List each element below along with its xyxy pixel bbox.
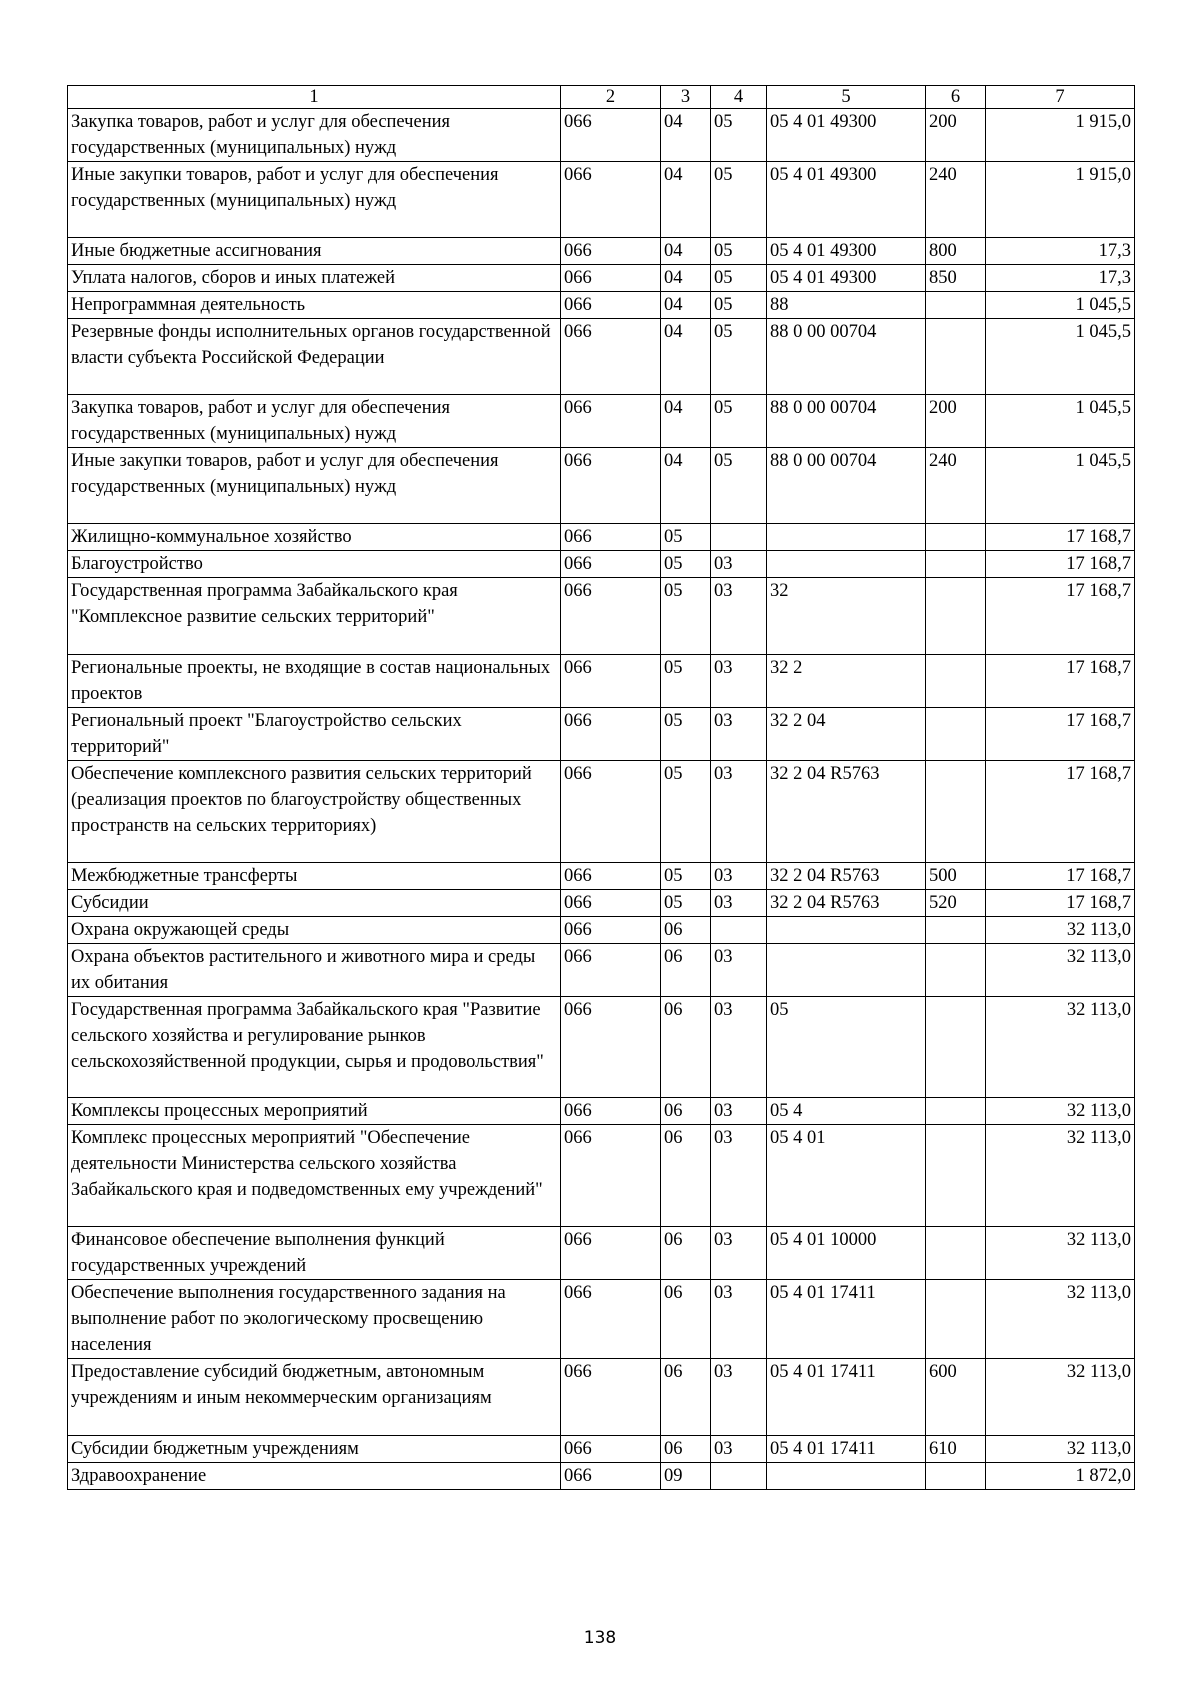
row-code-2: 066 bbox=[561, 551, 661, 578]
row-code-6 bbox=[926, 917, 986, 944]
table-row bbox=[68, 578, 1135, 655]
table-row bbox=[68, 109, 1135, 162]
row-name: Закупка товаров, работ и услуг для обеспечения государственных (муниципальных) нужд bbox=[68, 395, 561, 448]
row-amount: 32 113,0 bbox=[986, 1436, 1135, 1463]
table-row bbox=[68, 655, 1135, 708]
row-name: Межбюджетные трансферты bbox=[68, 863, 561, 890]
row-name: Комплекс процессных мероприятий "Обеспечение деятельности Министерства сельского хозяйства Забайкальского края и подведомственных ему учреждений" bbox=[68, 1125, 561, 1227]
row-amount: 32 113,0 bbox=[986, 997, 1135, 1098]
row-code-3: 05 bbox=[661, 551, 711, 578]
row-code-6 bbox=[926, 1227, 986, 1280]
row-code-5: 05 4 01 17411 bbox=[767, 1359, 926, 1436]
row-amount: 32 113,0 bbox=[986, 1098, 1135, 1125]
row-code-3: 05 bbox=[661, 708, 711, 761]
row-name: Непрограммная деятельность bbox=[68, 292, 561, 319]
row-code-6: 240 bbox=[926, 162, 986, 238]
row-code-4: 03 bbox=[711, 997, 767, 1098]
row-code-5: 05 4 01 bbox=[767, 1125, 926, 1227]
row-code-2: 066 bbox=[561, 265, 661, 292]
row-code-6 bbox=[926, 1098, 986, 1125]
row-code-2: 066 bbox=[561, 1125, 661, 1227]
row-code-6 bbox=[926, 578, 986, 655]
row-code-3: 04 bbox=[661, 109, 711, 162]
row-name: Обеспечение выполнения государственного задания на выполнение работ по экологическому просвещению населения bbox=[68, 1280, 561, 1359]
row-code-5 bbox=[767, 944, 926, 997]
row-code-5: 05 4 01 17411 bbox=[767, 1280, 926, 1359]
row-code-5: 05 4 bbox=[767, 1098, 926, 1125]
table-row bbox=[68, 448, 1135, 524]
row-code-4: 05 bbox=[711, 238, 767, 265]
header-col-7: 7 bbox=[986, 86, 1135, 109]
row-code-3: 05 bbox=[661, 524, 711, 551]
table-row bbox=[68, 708, 1135, 761]
row-code-6 bbox=[926, 292, 986, 319]
row-code-2: 066 bbox=[561, 109, 661, 162]
row-code-6 bbox=[926, 761, 986, 863]
row-code-5: 05 4 01 49300 bbox=[767, 162, 926, 238]
row-code-5 bbox=[767, 917, 926, 944]
table-body bbox=[68, 109, 1135, 1490]
row-code-5: 88 bbox=[767, 292, 926, 319]
table-row bbox=[68, 162, 1135, 238]
table-row bbox=[68, 551, 1135, 578]
table-row bbox=[68, 997, 1135, 1098]
row-code-5: 88 0 00 00704 bbox=[767, 319, 926, 395]
row-code-6 bbox=[926, 655, 986, 708]
row-code-4: 03 bbox=[711, 578, 767, 655]
row-amount: 32 113,0 bbox=[986, 1125, 1135, 1227]
row-code-3: 06 bbox=[661, 1436, 711, 1463]
table-row bbox=[68, 1098, 1135, 1125]
row-name: Субсидии бюджетным учреждениям bbox=[68, 1436, 561, 1463]
row-code-6 bbox=[926, 708, 986, 761]
row-code-4: 03 bbox=[711, 1359, 767, 1436]
row-code-4 bbox=[711, 1463, 767, 1490]
table-row bbox=[68, 1436, 1135, 1463]
row-code-5: 05 4 01 49300 bbox=[767, 265, 926, 292]
row-code-4: 05 bbox=[711, 109, 767, 162]
row-code-2: 066 bbox=[561, 578, 661, 655]
row-code-4: 03 bbox=[711, 655, 767, 708]
row-name: Благоустройство bbox=[68, 551, 561, 578]
row-code-5: 32 2 bbox=[767, 655, 926, 708]
row-code-3: 06 bbox=[661, 944, 711, 997]
table-row bbox=[68, 265, 1135, 292]
row-code-6: 610 bbox=[926, 1436, 986, 1463]
row-code-4: 03 bbox=[711, 944, 767, 997]
row-name: Иные бюджетные ассигнования bbox=[68, 238, 561, 265]
row-name: Комплексы процессных мероприятий bbox=[68, 1098, 561, 1125]
row-code-5: 05 4 01 49300 bbox=[767, 238, 926, 265]
row-name: Иные закупки товаров, работ и услуг для обеспечения государственных (муниципальных) нужд bbox=[68, 448, 561, 524]
row-name: Государственная программа Забайкальского края "Развитие сельского хозяйства и регулирование рынков сельскохозяйственной продукции, сырья и продовольствия" bbox=[68, 997, 561, 1098]
row-name: Иные закупки товаров, работ и услуг для обеспечения государственных (муниципальных) нужд bbox=[68, 162, 561, 238]
row-code-3: 04 bbox=[661, 395, 711, 448]
row-code-6: 200 bbox=[926, 395, 986, 448]
page-number: 138 bbox=[583, 1628, 617, 1648]
table-row bbox=[68, 1359, 1135, 1436]
row-code-5: 88 0 00 00704 bbox=[767, 448, 926, 524]
row-code-4: 03 bbox=[711, 1227, 767, 1280]
row-amount: 1 045,5 bbox=[986, 395, 1135, 448]
table-row bbox=[68, 863, 1135, 890]
row-code-2: 066 bbox=[561, 448, 661, 524]
row-code-4: 03 bbox=[711, 1125, 767, 1227]
row-code-3: 06 bbox=[661, 1280, 711, 1359]
row-code-4: 03 bbox=[711, 761, 767, 863]
table-row bbox=[68, 238, 1135, 265]
row-name: Охрана окружающей среды bbox=[68, 917, 561, 944]
row-code-5 bbox=[767, 1463, 926, 1490]
row-code-6: 800 bbox=[926, 238, 986, 265]
row-code-3: 04 bbox=[661, 292, 711, 319]
row-name: Субсидии bbox=[68, 890, 561, 917]
row-amount: 17,3 bbox=[986, 265, 1135, 292]
row-name: Региональные проекты, не входящие в состав национальных проектов bbox=[68, 655, 561, 708]
row-amount: 17,3 bbox=[986, 238, 1135, 265]
row-code-5 bbox=[767, 551, 926, 578]
row-code-2: 066 bbox=[561, 708, 661, 761]
table-row bbox=[68, 1280, 1135, 1359]
row-code-2: 066 bbox=[561, 1359, 661, 1436]
row-code-4: 03 bbox=[711, 863, 767, 890]
row-amount: 32 113,0 bbox=[986, 944, 1135, 997]
row-amount: 17 168,7 bbox=[986, 551, 1135, 578]
row-code-2: 066 bbox=[561, 1227, 661, 1280]
row-code-5: 32 2 04 R5763 bbox=[767, 761, 926, 863]
row-code-4: 05 bbox=[711, 319, 767, 395]
table-row bbox=[68, 944, 1135, 997]
table-row bbox=[68, 319, 1135, 395]
row-code-2: 066 bbox=[561, 292, 661, 319]
row-code-3: 09 bbox=[661, 1463, 711, 1490]
row-code-4: 03 bbox=[711, 890, 767, 917]
row-code-4 bbox=[711, 524, 767, 551]
row-code-4: 05 bbox=[711, 395, 767, 448]
row-code-6: 500 bbox=[926, 863, 986, 890]
row-code-2: 066 bbox=[561, 395, 661, 448]
row-code-6 bbox=[926, 1280, 986, 1359]
row-code-5: 32 2 04 R5763 bbox=[767, 863, 926, 890]
row-amount: 1 045,5 bbox=[986, 448, 1135, 524]
row-name: Резервные фонды исполнительных органов государственной власти субъекта Российской Федерации bbox=[68, 319, 561, 395]
row-name: Охрана объектов растительного и животного мира и среды их обитания bbox=[68, 944, 561, 997]
table-row bbox=[68, 395, 1135, 448]
row-code-2: 066 bbox=[561, 944, 661, 997]
row-name: Предоставление субсидий бюджетным, автономным учреждениям и иным некоммерческим организациям bbox=[68, 1359, 561, 1436]
row-code-4: 03 bbox=[711, 1436, 767, 1463]
row-amount: 17 168,7 bbox=[986, 761, 1135, 863]
row-code-3: 05 bbox=[661, 890, 711, 917]
row-code-3: 06 bbox=[661, 1227, 711, 1280]
row-code-6 bbox=[926, 1125, 986, 1227]
row-amount: 17 168,7 bbox=[986, 524, 1135, 551]
row-code-3: 05 bbox=[661, 655, 711, 708]
table-row bbox=[68, 890, 1135, 917]
table-row bbox=[68, 1227, 1135, 1280]
row-code-4: 05 bbox=[711, 448, 767, 524]
row-name: Здравоохранение bbox=[68, 1463, 561, 1490]
row-code-4: 05 bbox=[711, 265, 767, 292]
row-code-5 bbox=[767, 524, 926, 551]
row-amount: 17 168,7 bbox=[986, 578, 1135, 655]
row-code-6 bbox=[926, 551, 986, 578]
table-row bbox=[68, 761, 1135, 863]
row-amount: 1 045,5 bbox=[986, 319, 1135, 395]
row-name: Региональный проект "Благоустройство сельских территорий" bbox=[68, 708, 561, 761]
row-code-2: 066 bbox=[561, 917, 661, 944]
row-code-6: 600 bbox=[926, 1359, 986, 1436]
row-code-5: 05 4 01 17411 bbox=[767, 1436, 926, 1463]
row-code-3: 06 bbox=[661, 1098, 711, 1125]
row-name: Обеспечение комплексного развития сельских территорий (реализация проектов по благоустройству общественных пространств на сельских территориях) bbox=[68, 761, 561, 863]
row-code-3: 05 bbox=[661, 863, 711, 890]
row-code-4: 03 bbox=[711, 1280, 767, 1359]
row-amount: 17 168,7 bbox=[986, 890, 1135, 917]
row-amount: 32 113,0 bbox=[986, 917, 1135, 944]
row-amount: 1 872,0 bbox=[986, 1463, 1135, 1490]
row-code-3: 06 bbox=[661, 1125, 711, 1227]
row-code-4: 05 bbox=[711, 292, 767, 319]
row-code-2: 066 bbox=[561, 1436, 661, 1463]
table-row bbox=[68, 1125, 1135, 1227]
row-code-3: 04 bbox=[661, 319, 711, 395]
row-code-2: 066 bbox=[561, 319, 661, 395]
row-name: Уплата налогов, сборов и иных платежей bbox=[68, 265, 561, 292]
row-code-4: 03 bbox=[711, 1098, 767, 1125]
row-code-2: 066 bbox=[561, 238, 661, 265]
header-col-6: 6 bbox=[926, 86, 986, 109]
row-name: Закупка товаров, работ и услуг для обеспечения государственных (муниципальных) нужд bbox=[68, 109, 561, 162]
row-code-3: 05 bbox=[661, 761, 711, 863]
row-amount: 32 113,0 bbox=[986, 1280, 1135, 1359]
row-code-2: 066 bbox=[561, 1098, 661, 1125]
row-code-5: 05 bbox=[767, 997, 926, 1098]
row-code-3: 04 bbox=[661, 448, 711, 524]
row-code-2: 066 bbox=[561, 761, 661, 863]
header-row bbox=[68, 86, 1135, 109]
row-code-3: 04 bbox=[661, 238, 711, 265]
budget-table bbox=[67, 85, 1135, 1490]
row-amount: 17 168,7 bbox=[986, 655, 1135, 708]
row-code-2: 066 bbox=[561, 1463, 661, 1490]
row-code-3: 04 bbox=[661, 265, 711, 292]
row-code-4: 03 bbox=[711, 551, 767, 578]
row-code-5: 88 0 00 00704 bbox=[767, 395, 926, 448]
row-code-3: 06 bbox=[661, 917, 711, 944]
row-code-6: 520 bbox=[926, 890, 986, 917]
row-amount: 1 915,0 bbox=[986, 109, 1135, 162]
table-row bbox=[68, 1463, 1135, 1490]
row-code-6: 200 bbox=[926, 109, 986, 162]
row-code-2: 066 bbox=[561, 890, 661, 917]
row-code-2: 066 bbox=[561, 863, 661, 890]
row-code-4: 03 bbox=[711, 708, 767, 761]
row-code-6 bbox=[926, 1463, 986, 1490]
header-col-4: 4 bbox=[711, 86, 767, 109]
row-code-5: 05 4 01 49300 bbox=[767, 109, 926, 162]
row-name: Жилищно-коммунальное хозяйство bbox=[68, 524, 561, 551]
header-col-2: 2 bbox=[561, 86, 661, 109]
row-code-4: 05 bbox=[711, 162, 767, 238]
row-code-2: 066 bbox=[561, 1280, 661, 1359]
row-code-4 bbox=[711, 917, 767, 944]
row-code-5: 32 2 04 bbox=[767, 708, 926, 761]
row-code-6: 850 bbox=[926, 265, 986, 292]
row-code-6 bbox=[926, 944, 986, 997]
row-code-6: 240 bbox=[926, 448, 986, 524]
table-row bbox=[68, 524, 1135, 551]
row-code-3: 04 bbox=[661, 162, 711, 238]
row-code-2: 066 bbox=[561, 162, 661, 238]
row-code-2: 066 bbox=[561, 997, 661, 1098]
row-code-6 bbox=[926, 997, 986, 1098]
row-code-5: 05 4 01 10000 bbox=[767, 1227, 926, 1280]
row-code-6 bbox=[926, 524, 986, 551]
row-code-3: 06 bbox=[661, 1359, 711, 1436]
row-amount: 32 113,0 bbox=[986, 1227, 1135, 1280]
row-amount: 17 168,7 bbox=[986, 708, 1135, 761]
row-code-3: 05 bbox=[661, 578, 711, 655]
header-col-5: 5 bbox=[767, 86, 926, 109]
row-code-2: 066 bbox=[561, 524, 661, 551]
row-name: Государственная программа Забайкальского края "Комплексное развитие сельских территорий" bbox=[68, 578, 561, 655]
row-code-2: 066 bbox=[561, 655, 661, 708]
row-amount: 32 113,0 bbox=[986, 1359, 1135, 1436]
header-col-3: 3 bbox=[661, 86, 711, 109]
row-code-3: 06 bbox=[661, 997, 711, 1098]
row-amount: 1 915,0 bbox=[986, 162, 1135, 238]
row-code-5: 32 bbox=[767, 578, 926, 655]
row-amount: 17 168,7 bbox=[986, 863, 1135, 890]
table-row bbox=[68, 917, 1135, 944]
row-code-5: 32 2 04 R5763 bbox=[767, 890, 926, 917]
row-name: Финансовое обеспечение выполнения функций государственных учреждений bbox=[68, 1227, 561, 1280]
table-row bbox=[68, 292, 1135, 319]
header-col-1: 1 bbox=[68, 86, 561, 109]
row-amount: 1 045,5 bbox=[986, 292, 1135, 319]
row-code-6 bbox=[926, 319, 986, 395]
